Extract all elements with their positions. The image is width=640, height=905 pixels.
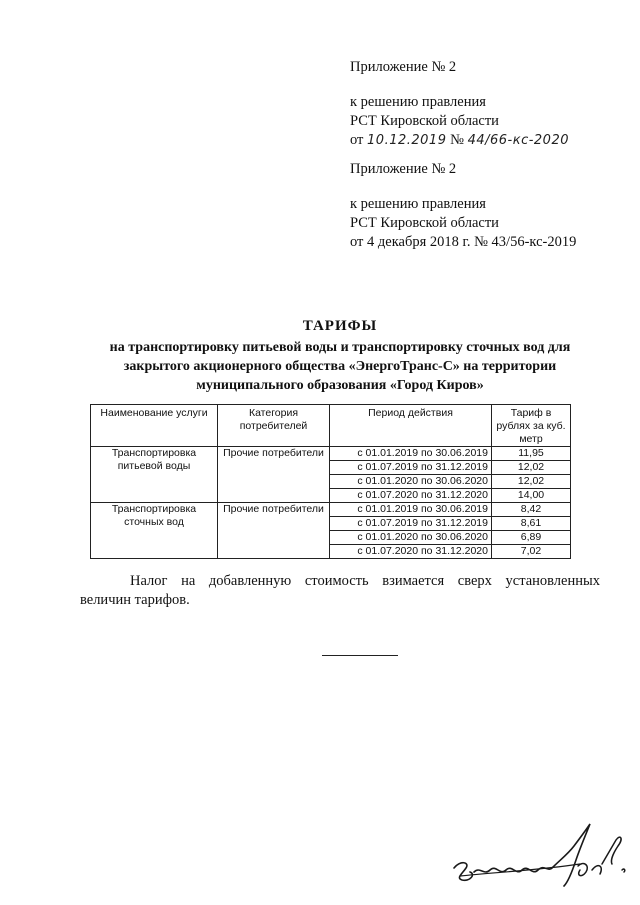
appendix-heading: Приложение № 2 — [350, 161, 457, 177]
tariff-cell: 14,00 — [492, 489, 571, 503]
vat-note — [80, 572, 600, 610]
period-cell: с 01.07.2019 по 31.12.2019 — [330, 461, 492, 475]
handwritten-number: 44/66-кс-2020 — [467, 133, 569, 148]
header-period: Период действия — [330, 405, 492, 447]
tariff-cell: 8,61 — [492, 517, 571, 531]
handwritten-date: 10.12.2019 — [367, 133, 447, 148]
appendix-previous — [350, 160, 576, 252]
period-cell: с 01.01.2020 по 30.06.2020 — [330, 475, 492, 489]
date-prefix: от — [350, 132, 364, 148]
tariff-table — [90, 404, 571, 559]
table-header-row — [91, 405, 571, 447]
tariff-cell: 7,02 — [492, 545, 571, 559]
document-title — [90, 317, 590, 395]
title-line-2: закрытого акционерного общества «ЭнергоТранс-С» на территории — [123, 359, 557, 374]
appendix-decision-line: к решению правления — [350, 196, 486, 212]
vat-note-line-2: величин тарифов. — [80, 592, 190, 608]
period-cell: с 01.07.2020 по 31.12.2020 — [330, 545, 492, 559]
divider-line — [322, 655, 398, 656]
tariff-cell: 12,02 — [492, 475, 571, 489]
vat-note-line-1: Налог на добавленную стоимость взимается сверх установленных — [130, 573, 600, 589]
period-cell: с 01.01.2019 по 30.06.2019 — [330, 503, 492, 517]
tariff-cell: 6,89 — [492, 531, 571, 545]
appendix-heading: Приложение № 2 — [350, 59, 457, 75]
tariff-cell: 8,42 — [492, 503, 571, 517]
service-cell: Транспортировка питьевой воды — [91, 447, 218, 503]
appendix-authority-line: РСТ Кировской области — [350, 215, 499, 231]
period-cell: с 01.07.2019 по 31.12.2019 — [330, 517, 492, 531]
category-cell: Прочие потребители — [218, 447, 330, 503]
appendix-date-line — [350, 131, 569, 150]
table-row — [91, 447, 571, 461]
table-row — [91, 503, 571, 517]
title-main: ТАРИФЫ — [302, 318, 378, 334]
tariff-cell: 12,02 — [492, 461, 571, 475]
number-sign: № — [450, 132, 464, 148]
appendix-decision-line: к решению правления — [350, 94, 486, 110]
signature-image — [440, 820, 630, 890]
title-line-1: на транспортировку питьевой воды и транспортировку сточных вод для — [109, 340, 571, 355]
category-cell: Прочие потребители — [218, 503, 330, 559]
header-service: Наименование услуги — [91, 405, 218, 447]
tariff-cell: 11,95 — [492, 447, 571, 461]
appendix-date-line: от 4 декабря 2018 г. № 43/56-кс-2019 — [350, 234, 577, 250]
service-cell: Транспортировка сточных вод — [91, 503, 218, 559]
header-tariff: Тариф в рублях за куб. метр — [492, 405, 571, 447]
period-cell: с 01.01.2019 по 30.06.2019 — [330, 447, 492, 461]
title-line-3: муниципального образования «Город Киров» — [196, 378, 484, 393]
appendix-current — [350, 58, 569, 150]
appendix-authority-line: РСТ Кировской области — [350, 113, 499, 129]
header-category: Категория потребителей — [218, 405, 330, 447]
period-cell: с 01.07.2020 по 31.12.2020 — [330, 489, 492, 503]
period-cell: с 01.01.2020 по 30.06.2020 — [330, 531, 492, 545]
